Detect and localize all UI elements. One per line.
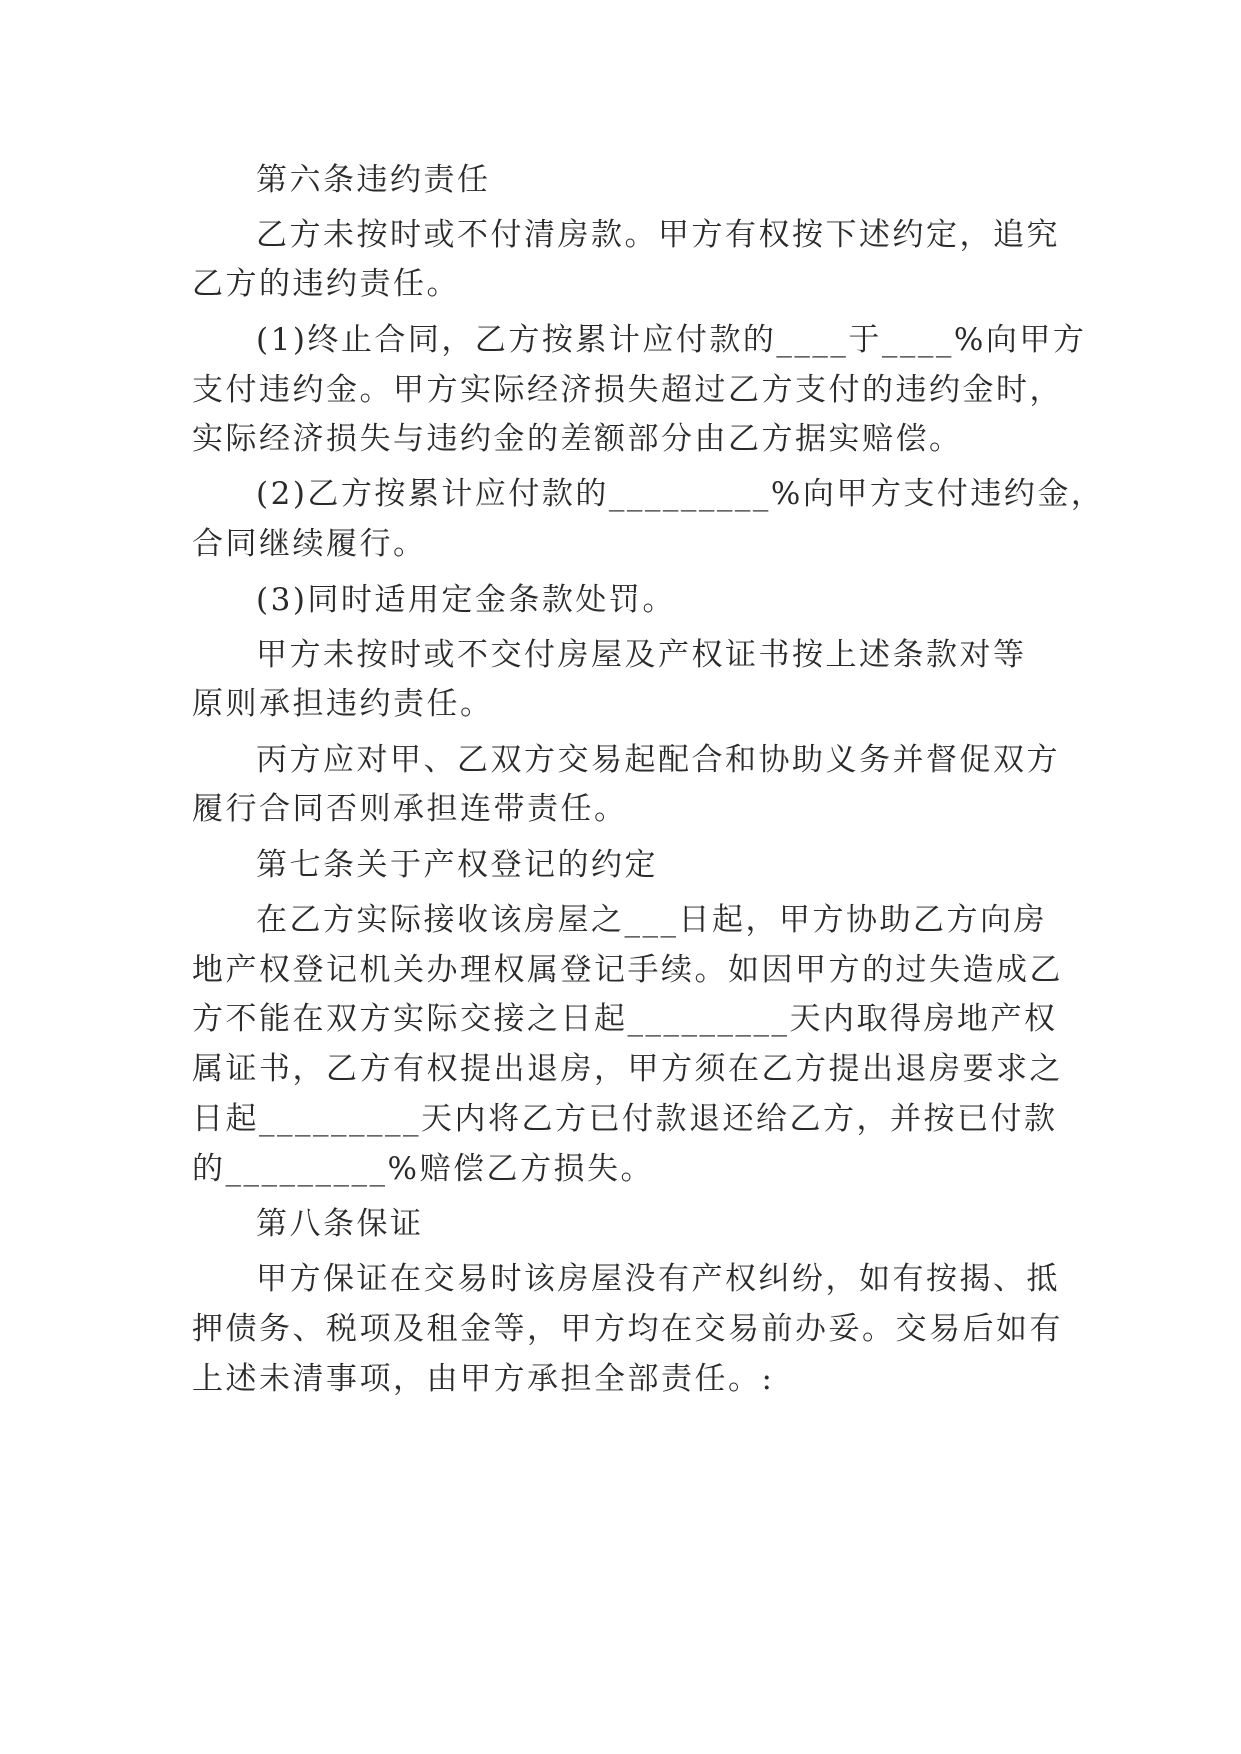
paragraph-line: (3)同时适用定金条款处罚。 xyxy=(256,582,676,618)
paragraph-line: 原则承担违约责任。 xyxy=(192,686,494,722)
paragraph-line: (2)乙方按累计应付款的_________%向甲方支付违约金， xyxy=(256,476,1105,512)
paragraph-line: 方不能在双方实际交接之日起_________天内取得房地产权 xyxy=(192,1001,1058,1037)
paragraph-line: 支付违约金。甲方实际经济损失超过乙方支付的违约金时， xyxy=(192,372,1063,408)
paragraph-line: 地产权登记机关办理权属登记手续。如因甲方的过失造成乙 xyxy=(192,952,1063,988)
heading-article-7: 第七条关于产权登记的约定 xyxy=(256,847,658,883)
paragraph-line: 上述未清事项，由甲方承担全部责任。: xyxy=(192,1361,775,1397)
paragraph-line: 履行合同否则承担连带责任。 xyxy=(192,791,628,827)
paragraph-line: 属证书，乙方有权提出退房，甲方须在乙方提出退房要求之 xyxy=(192,1051,1063,1087)
paragraph-line: 乙方的违约责任。 xyxy=(192,266,460,302)
paragraph-line: 乙方未按时或不付清房款。甲方有权按下述约定，追究 xyxy=(256,217,1060,253)
paragraph-line: 甲方未按时或不交付房屋及产权证书按上述条款对等 xyxy=(256,637,1027,673)
paragraph-line: 押债务、税项及租金等，甲方均在交易前办妥。交易后如有 xyxy=(192,1311,1063,1347)
paragraph-line: 实际经济损失与违约金的差额部分由乙方据实赔偿。 xyxy=(192,421,963,457)
heading-article-6: 第六条违约责任 xyxy=(256,162,491,198)
paragraph-line: 在乙方实际接收该房屋之___日起，甲方协助乙方向房 xyxy=(256,902,1047,938)
heading-article-8: 第八条保证 xyxy=(256,1206,424,1242)
paragraph-line: 合同继续履行。 xyxy=(192,526,427,562)
paragraph-line: 丙方应对甲、乙双方交易起配合和协助义务并督促双方 xyxy=(256,742,1060,778)
paragraph-line: 甲方保证在交易时该房屋没有产权纠纷，如有按揭、抵 xyxy=(256,1261,1060,1297)
paragraph-line: 日起_________天内将乙方已付款退还给乙方，并按已付款 xyxy=(192,1101,1058,1137)
paragraph-line: 的_________%赔偿乙方损失。 xyxy=(192,1151,654,1187)
paragraph-line: (1)终止合同，乙方按累计应付款的____于____%向甲方 xyxy=(256,322,1087,358)
